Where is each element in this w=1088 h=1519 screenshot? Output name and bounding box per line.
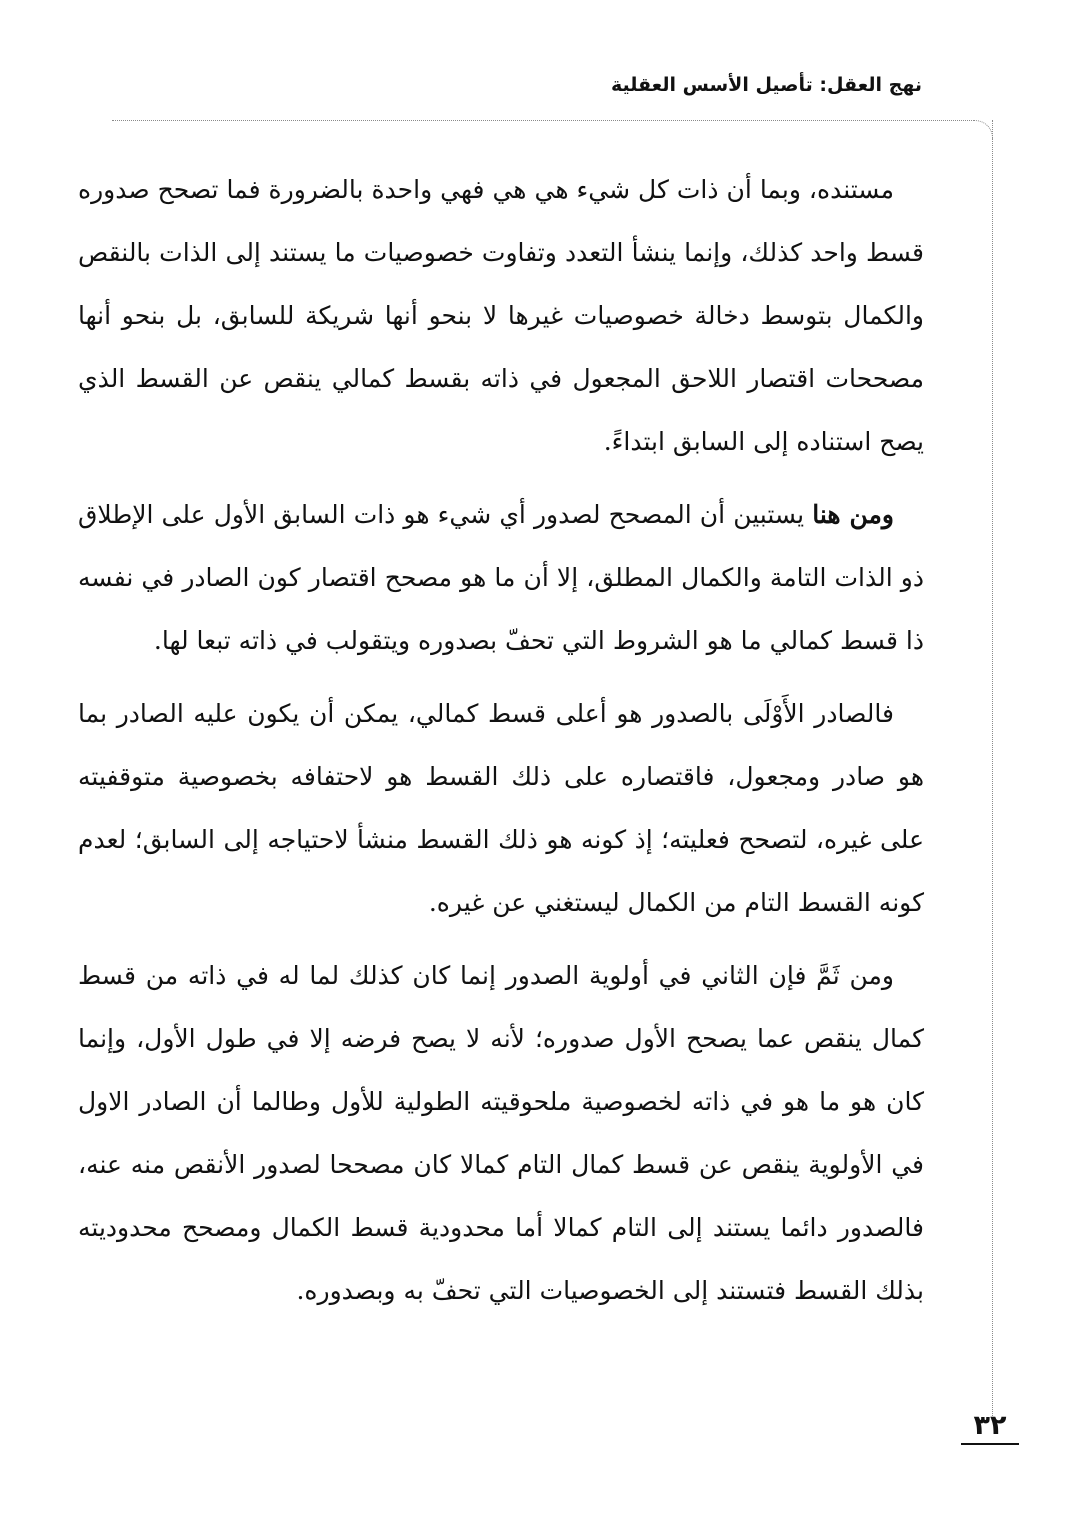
paragraph-text: ومن ثَمَّ فإن الثاني في أولوية الصدور إنما كان كذلك لما له في ذاته من قسط كمال ينقص عما يصحح الأول صدوره؛ لأنه لا يصح فرضه إلا في طول الأول، وإنما كان هو ما هو في ذاته لخصوصية ملحوقيته الطولية للأول وطالما أن الصادر الاول في الأولوية ينقص عن قسط كمال التام كمالا كان مصححا لصدور الأنقص منه عنه، فالصدور دائما يستند إلى التام كمالا أما محدودية قسط الكمال ومصحح محدوديته بذلك القسط فتستند إلى الخصوصيات التي تحفّ به وبصدوره. — [78, 961, 924, 1305]
paragraph-text: يستبين أن المصحح لصدور أي شيء هو ذات السابق الأول على الإطلاق ذو الذات التامة والكمال المطلق، إلا أن ما هو مصحح اقتصار كون الصادر في نفسه ذا قسط كمالي ما هو الشروط التي تحفّ بصدوره ويتقولب في ذاته تبعا لها. — [78, 500, 924, 655]
paragraph — [78, 483, 924, 672]
paragraph — [78, 158, 924, 473]
paragraph — [78, 944, 924, 1322]
body-text — [78, 158, 924, 1332]
paragraph-text: مستنده، وبما أن ذات كل شيء هي هي فهي واحدة بالضرورة فما تصحح صدوره قسط واحد كذلك، وإنما ينشأ التعدد وتفاوت خصوصيات ما يستند إلى الذات بالنقص والكمال بتوسط دخالة خصوصيات غيرها لا بنحو أنها شريكة للسابق، بل بنحو أنها مصححات اقتصار اللاحق المجعول في ذاته بقسط كمالي ينقص عن القسط الذي يصح استناده إلى السابق ابتداءً. — [78, 175, 924, 456]
running-head-title: نهج العقل: تأصيل الأسس العقلية — [610, 74, 922, 96]
paragraph-text: فالصادر الأَوْلَى بالصدور هو أعلى قسط كمالي، يمكن أن يكون عليه الصادر بما هو صادر ومجعول، فاقتصاره على ذلك القسط هو لاحتفافه بخصوصية متوقفيته على غيره، لتصحح فعليته؛ إذ كونه هو ذلك القسط منشأ لاحتياجه إلى السابق؛ لعدم كونه القسط التام من الكمال ليستغني عن غيره. — [78, 699, 924, 917]
paragraph-lead: ومن هنا — [812, 500, 894, 529]
paragraph — [78, 682, 924, 934]
side-dotted-rule — [992, 120, 993, 1420]
frame-corner — [974, 120, 993, 139]
header-dotted-rule — [112, 120, 974, 121]
page-number-underline — [961, 1443, 1019, 1445]
page-number: ٣٢ — [973, 1410, 1007, 1441]
